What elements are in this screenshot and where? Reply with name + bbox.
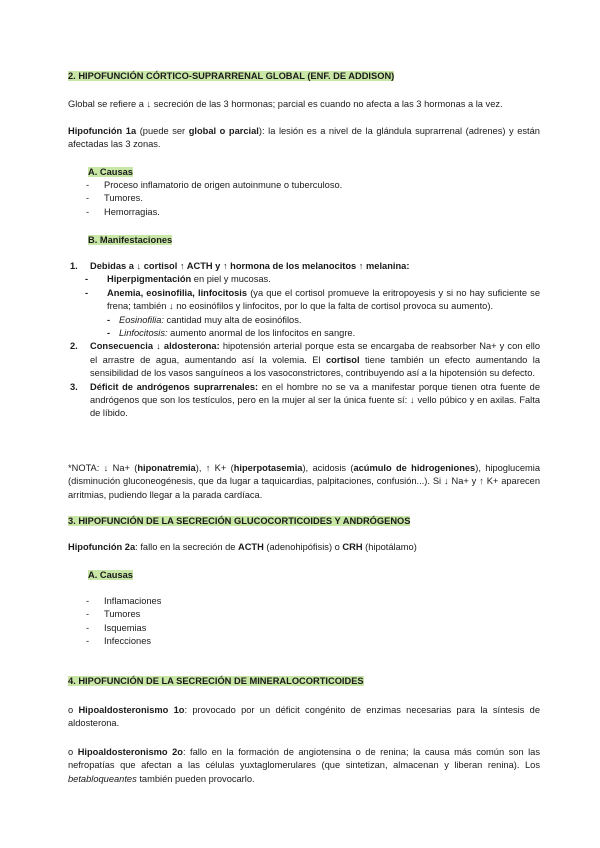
hipofuncion-2a-paragraph: Hipofunción 2a: fallo en la secreción de ACTH (adenohipófisis) o CRH (hipotálamo) — [68, 542, 417, 552]
causas-list-2 — [86, 595, 536, 649]
nota-paragraph: *NOTA: ↓ Na+ (hiponatremia), ↑ K+ (hiperpotasemia), acidosis (acúmulo de hidrogeniones), hipoglucemia (disminución gluconeogénesis, que da lugar a taquicardias, palpitaciones, confusión...). Si ↓ Na+ y ↑ K+ aparecen arritmias, pudiendo llegar a la parada cardíaca. — [68, 463, 540, 500]
section-2-title: 2. HIPOFUNCIÓN CÓRTICO-SUPRARRENAL GLOBAL (ENF. DE ADDISON) — [68, 71, 395, 81]
section-3-title: 3. HIPOFUNCIÓN DE LA SECRECIÓN GLUCOCORTICOIDES Y ANDRÓGENOS — [68, 516, 411, 526]
manifestaciones-list — [70, 260, 540, 421]
list-item: - Anemia, eosinofilia, linfocitosis (ya que el cortisol promueve la eritropoyesis y si no hay suficiente se frena; también ↓ no eosinófilos y linfocitos, por lo que la falta de cortisol provoca su aumento). — [85, 287, 540, 312]
list-item: - Tumores — [86, 609, 141, 620]
list-item: - Hiperpigmentación en piel y mucosas. — [85, 274, 271, 285]
section-4-title: 4. HIPOFUNCIÓN DE LA SECRECIÓN DE MINERALOCORTICOIDES — [68, 676, 364, 686]
list-item: - Proceso inflamatorio de origen autoinmune o tuberculoso. — [86, 180, 343, 190]
list-item: - Eosinofilia: cantidad muy alta de eosinófilos. — [107, 314, 302, 325]
list-item: - Isquemias — [86, 622, 147, 633]
list-item: 2. Consecuencia ↓ aldosterona: hipotensión arterial porque esta se encargaba de reabsorber Na+ y con ello el arrastre de agua, aumentando así la volemia. El cortisol tiene también un efecto aumentando la sensibilidad de los vasos sanguíneos a los vasoconstrictores, contribuyendo así a la hipotensión su defecto. — [70, 341, 540, 379]
list-item: - Linfocitosis: aumento anormal de los linfocitos en sangre. — [107, 328, 356, 339]
hipoaldosteronismo-1-paragraph: o Hipoaldosteronismo 1o: provocado por un déficit congénito de enzimas necesarias para la síntesis de aldosterona. — [68, 705, 541, 729]
manifestaciones-heading: B. Manifestaciones — [88, 235, 173, 245]
list-item: - Inflamaciones — [86, 596, 162, 606]
list-item: 3. Déficit de andrógenos suprarrenales: en el hombre no se va a manifestar porque tienen otra fuente de andrógenos que son los testículos, pero en la mujer al ser la única fuente sí: ↓ vello púbico y en axilas. Falta de líbido. — [70, 381, 541, 419]
list-item: - Tumores. — [86, 193, 143, 204]
list-item: 1. Debidas a ↓ cortisol ↑ ACTH y ↑ hormona de los melanocitos ↑ melanina: — [70, 261, 410, 271]
causas-heading-2: A. Causas — [88, 570, 133, 580]
hipofuncion-1a-paragraph: Hipofunción 1a (puede ser global o parcial): la lesión es a nivel de la glándula suprarrenal (adrenes) y están afectadas las 3 zonas. — [68, 126, 540, 150]
list-item: - Hemorragias. — [86, 206, 160, 217]
hipoaldosteronismo-2-paragraph: o Hipoaldosteronismo 2o: fallo en la formación de angiotensina o de renina; la causa más común son las nefropatías que afectan a las células yuxtaglomerulares (que sintetizan, almacenan y liberan renina). Los betabloqueantes también pueden provocarlo. — [68, 747, 541, 784]
causas-heading: A. Causas — [88, 167, 133, 177]
list-item: - Infecciones — [86, 636, 152, 647]
causas-list — [86, 179, 536, 219]
section-2-intro: Global se refiere a ↓ secreción de las 3 hormonas; parcial es cuando no afecta a las 3 hormonas a la vez. — [68, 99, 503, 109]
